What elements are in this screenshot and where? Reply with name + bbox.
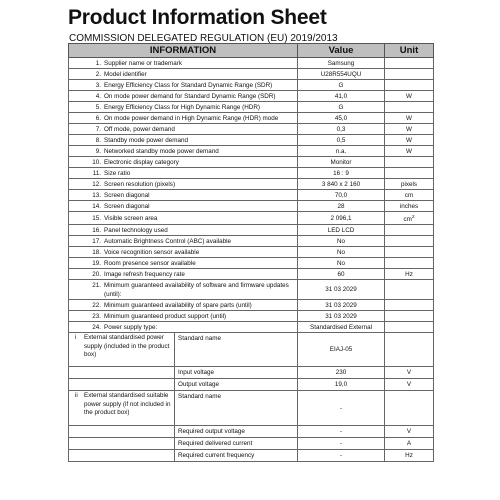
row-label: Screen diagonal bbox=[104, 191, 150, 199]
row-unit bbox=[385, 225, 434, 236]
row-number: 4. bbox=[95, 92, 101, 100]
row-information bbox=[69, 212, 298, 225]
row-information bbox=[69, 168, 298, 179]
row-number: 18. bbox=[92, 248, 101, 256]
row-label: Off mode, power demand bbox=[104, 125, 175, 133]
row-value: 16 : 9 bbox=[298, 168, 385, 179]
power-supply-row bbox=[69, 450, 434, 462]
unit-text: W bbox=[406, 114, 412, 122]
row-information bbox=[69, 146, 298, 157]
power-supply-cell bbox=[69, 426, 297, 437]
row-number: 20. bbox=[92, 270, 101, 278]
table-row bbox=[69, 146, 434, 157]
power-supply-marker bbox=[69, 426, 82, 437]
row-number: 6. bbox=[95, 114, 101, 122]
row-label: Image refresh frequency rate bbox=[104, 270, 185, 278]
row-unit bbox=[385, 258, 434, 269]
row-unit bbox=[385, 91, 434, 102]
row-unit bbox=[385, 58, 434, 69]
row-unit bbox=[385, 124, 434, 135]
table-row bbox=[69, 113, 434, 124]
power-supply-marker: i bbox=[75, 334, 77, 342]
row-label: Minimum guaranteed availability of spare parts (until) bbox=[104, 301, 252, 309]
table-body bbox=[69, 58, 434, 462]
row-information bbox=[69, 190, 298, 201]
power-supply-unit: V bbox=[385, 379, 434, 391]
row-value: 60 bbox=[298, 269, 385, 280]
power-supply-unit bbox=[385, 391, 434, 426]
row-unit bbox=[385, 190, 434, 201]
row-information bbox=[69, 236, 298, 247]
table-row bbox=[69, 201, 434, 212]
row-information bbox=[69, 113, 298, 124]
row-information bbox=[69, 247, 298, 258]
unit-text: W bbox=[406, 92, 412, 100]
row-unit bbox=[385, 201, 434, 212]
row-value: 2 096,1 bbox=[298, 212, 385, 225]
row-number: 2. bbox=[95, 70, 101, 78]
table-row bbox=[69, 69, 434, 80]
table-row bbox=[69, 91, 434, 102]
power-supply-unit bbox=[385, 333, 434, 367]
row-information bbox=[69, 124, 298, 135]
unit-superscript: 2 bbox=[411, 214, 415, 219]
row-number: 10. bbox=[92, 158, 101, 166]
table-row bbox=[69, 157, 434, 168]
row-label: On mode power demand for Standard Dynamic Range (SDR) bbox=[104, 92, 276, 100]
row-number: 16. bbox=[92, 226, 101, 234]
power-supply-parameter: Standard name bbox=[178, 393, 222, 401]
row-unit bbox=[385, 157, 434, 168]
row-number: 14. bbox=[92, 202, 101, 210]
power-supply-unit: V bbox=[385, 367, 434, 379]
power-supply-marker bbox=[69, 367, 82, 378]
row-label: On mode power demand in High Dynamic Range (HDR) mode bbox=[104, 114, 279, 122]
row-number: 3. bbox=[95, 81, 101, 89]
row-value: G bbox=[298, 102, 385, 113]
power-supply-cell bbox=[69, 438, 297, 449]
row-number: 8. bbox=[95, 136, 101, 144]
table-row bbox=[69, 300, 434, 311]
table-row bbox=[69, 322, 434, 333]
power-supply-description: External standardised suitable power supply (if not included in the product box) bbox=[82, 391, 175, 425]
row-value: 41,0 bbox=[298, 91, 385, 102]
row-value: G bbox=[298, 80, 385, 91]
row-value: 70,0 bbox=[298, 190, 385, 201]
unit-text: inches bbox=[399, 202, 419, 210]
row-label: Energy Efficiency Class for High Dynamic Range (HDR) bbox=[104, 103, 260, 111]
power-supply-cell bbox=[69, 450, 297, 461]
row-unit bbox=[385, 102, 434, 113]
row-unit bbox=[385, 113, 434, 124]
row-value: U28R554UQU bbox=[298, 69, 385, 80]
row-unit bbox=[385, 69, 434, 80]
header-information: INFORMATION bbox=[69, 44, 298, 58]
power-supply-cell bbox=[69, 379, 297, 390]
power-supply-value: EIAJ-05 bbox=[298, 333, 385, 367]
row-label: Screen diagonal bbox=[104, 202, 150, 210]
power-supply-cell bbox=[69, 367, 297, 378]
product-info-table bbox=[68, 43, 434, 462]
row-label: Screen resolution (pixels) bbox=[104, 180, 176, 188]
row-label: Voice recognition sensor available bbox=[104, 248, 200, 256]
unit-text: cm bbox=[404, 191, 414, 199]
row-value: 31 03 2029 bbox=[298, 311, 385, 322]
row-value: Samsung bbox=[298, 58, 385, 69]
power-supply-unit: V bbox=[385, 426, 434, 438]
row-number: 17. bbox=[92, 237, 101, 245]
power-supply-value: 230 bbox=[298, 367, 385, 379]
row-information bbox=[69, 157, 298, 168]
row-information bbox=[69, 225, 298, 236]
row-label: Automatic Brightness Control (ABC) available bbox=[104, 237, 232, 245]
row-label: Energy Efficiency Class for Standard Dynamic Range (SDR) bbox=[104, 81, 273, 89]
row-information bbox=[69, 91, 298, 102]
table-header-row bbox=[69, 44, 434, 58]
power-supply-unit: A bbox=[385, 438, 434, 450]
row-information bbox=[69, 258, 298, 269]
unit-text: pixels bbox=[400, 180, 418, 188]
power-supply-description bbox=[82, 426, 175, 437]
row-information bbox=[69, 269, 298, 280]
power-supply-value: - bbox=[298, 426, 385, 438]
row-number: 21. bbox=[92, 281, 101, 289]
power-supply-value: - bbox=[298, 391, 385, 426]
power-supply-information bbox=[69, 438, 298, 450]
header-value: Value bbox=[298, 44, 385, 58]
power-supply-description bbox=[82, 450, 175, 461]
row-unit bbox=[385, 247, 434, 258]
row-value: 3 840 x 2 160 bbox=[298, 179, 385, 190]
row-information bbox=[69, 179, 298, 190]
row-unit bbox=[385, 135, 434, 146]
row-number: 11. bbox=[92, 169, 101, 177]
row-unit bbox=[385, 168, 434, 179]
row-information bbox=[69, 322, 298, 333]
row-number: 24. bbox=[92, 323, 101, 331]
row-value: LED LCD bbox=[298, 225, 385, 236]
row-information bbox=[69, 102, 298, 113]
row-information bbox=[69, 135, 298, 146]
row-unit bbox=[385, 322, 434, 333]
power-supply-cell bbox=[69, 333, 297, 366]
row-label: Minimum guaranteed availability of software and firmware updates (until): bbox=[104, 281, 289, 298]
power-supply-information bbox=[69, 391, 298, 426]
power-supply-value: - bbox=[298, 450, 385, 462]
power-supply-unit: Hz bbox=[385, 450, 434, 462]
row-number: 1. bbox=[95, 59, 101, 67]
power-supply-marker bbox=[69, 379, 82, 390]
row-number: 13. bbox=[92, 191, 101, 199]
row-information bbox=[69, 58, 298, 69]
row-unit bbox=[385, 280, 434, 300]
row-unit bbox=[385, 236, 434, 247]
row-value: No bbox=[298, 236, 385, 247]
power-supply-marker bbox=[69, 438, 82, 449]
unit-text: cm bbox=[403, 216, 412, 224]
row-label: Minimum guaranteed product support (until) bbox=[104, 312, 227, 320]
power-supply-description bbox=[82, 438, 175, 449]
unit-text: W bbox=[406, 125, 412, 133]
row-unit bbox=[385, 311, 434, 322]
row-information bbox=[69, 69, 298, 80]
table-row bbox=[69, 280, 434, 300]
row-number: 15. bbox=[92, 214, 101, 222]
row-unit bbox=[385, 212, 434, 225]
power-supply-cell bbox=[69, 391, 297, 425]
table-row bbox=[69, 179, 434, 190]
power-supply-information bbox=[69, 426, 298, 438]
table-row bbox=[69, 212, 434, 225]
power-supply-value: - bbox=[298, 438, 385, 450]
row-unit bbox=[385, 269, 434, 280]
power-supply-parameter: Input voltage bbox=[178, 369, 215, 377]
row-label: Panel technology used bbox=[104, 226, 168, 234]
power-supply-information bbox=[69, 333, 298, 367]
table-row bbox=[69, 102, 434, 113]
row-number: 9. bbox=[95, 147, 101, 155]
table-row bbox=[69, 236, 434, 247]
row-number: 12. bbox=[92, 180, 101, 188]
row-number: 19. bbox=[92, 259, 101, 267]
power-supply-parameter: Required delivered current bbox=[178, 440, 253, 448]
table-row bbox=[69, 58, 434, 69]
table-row bbox=[69, 124, 434, 135]
row-unit bbox=[385, 179, 434, 190]
table-row bbox=[69, 225, 434, 236]
power-supply-marker: ii bbox=[75, 392, 78, 400]
row-information bbox=[69, 311, 298, 322]
power-supply-description: External standardised power supply (included in the product box) bbox=[82, 333, 175, 366]
row-number: 23. bbox=[92, 312, 101, 320]
row-value: No bbox=[298, 247, 385, 258]
table-row bbox=[69, 190, 434, 201]
row-value: 28 bbox=[298, 201, 385, 212]
row-value: 0,5 bbox=[298, 135, 385, 146]
row-value: n.a. bbox=[298, 146, 385, 157]
row-number: 7. bbox=[95, 125, 101, 133]
row-label: Power supply type: bbox=[104, 323, 158, 331]
power-supply-parameter: Output voltage bbox=[178, 381, 219, 389]
row-unit bbox=[385, 300, 434, 311]
row-information bbox=[69, 300, 298, 311]
row-value: 31 03 2029 bbox=[298, 300, 385, 311]
table-row bbox=[69, 247, 434, 258]
power-supply-information bbox=[69, 367, 298, 379]
table-row bbox=[69, 311, 434, 322]
power-supply-marker bbox=[69, 450, 82, 461]
row-label: Supplier name or trademark bbox=[104, 59, 183, 67]
row-value: Standardised External bbox=[298, 322, 385, 333]
row-label: Size ratio bbox=[104, 169, 131, 177]
unit-text: Hz bbox=[405, 270, 413, 278]
row-label: Networked standby mode power demand bbox=[104, 147, 219, 155]
table-row bbox=[69, 80, 434, 91]
row-value: 45,0 bbox=[298, 113, 385, 124]
row-information bbox=[69, 80, 298, 91]
row-value: Monitor bbox=[298, 157, 385, 168]
row-value: No bbox=[298, 258, 385, 269]
row-unit bbox=[385, 146, 434, 157]
power-supply-row bbox=[69, 438, 434, 450]
power-supply-parameter: Standard name bbox=[178, 335, 222, 343]
power-supply-description bbox=[82, 379, 175, 390]
table-row bbox=[69, 269, 434, 280]
power-supply-row bbox=[69, 426, 434, 438]
row-label: Standby mode power demand bbox=[104, 136, 189, 144]
power-supply-information bbox=[69, 450, 298, 462]
power-supply-parameter: Required output voltage bbox=[178, 428, 245, 436]
power-supply-row bbox=[69, 391, 434, 426]
power-supply-description bbox=[82, 367, 175, 378]
row-number: 5. bbox=[95, 103, 101, 111]
table-row bbox=[69, 135, 434, 146]
row-information bbox=[69, 280, 298, 300]
row-label: Electronic display category bbox=[104, 158, 179, 166]
table-row bbox=[69, 258, 434, 269]
row-number: 22. bbox=[92, 301, 101, 309]
unit-text: W bbox=[406, 147, 412, 155]
row-value: 0,3 bbox=[298, 124, 385, 135]
table-row bbox=[69, 168, 434, 179]
row-unit bbox=[385, 80, 434, 91]
power-supply-row bbox=[69, 367, 434, 379]
power-supply-row bbox=[69, 379, 434, 391]
power-supply-parameter: Required current frequency bbox=[178, 452, 255, 460]
regulation-subtitle: COMMISSION DELEGATED REGULATION (EU) 2019/2013 bbox=[69, 33, 338, 44]
row-label: Model identifier bbox=[104, 70, 147, 78]
row-information bbox=[69, 201, 298, 212]
unit-text: W bbox=[406, 136, 412, 144]
page-title: Product Information Sheet bbox=[68, 6, 327, 29]
power-supply-row bbox=[69, 333, 434, 367]
row-label: Room presence sensor available bbox=[104, 259, 196, 267]
row-value: 31 03 2029 bbox=[298, 280, 385, 300]
header-unit: Unit bbox=[385, 44, 434, 58]
power-supply-value: 19,0 bbox=[298, 379, 385, 391]
row-label: Visible screen area bbox=[104, 214, 158, 222]
power-supply-information bbox=[69, 379, 298, 391]
